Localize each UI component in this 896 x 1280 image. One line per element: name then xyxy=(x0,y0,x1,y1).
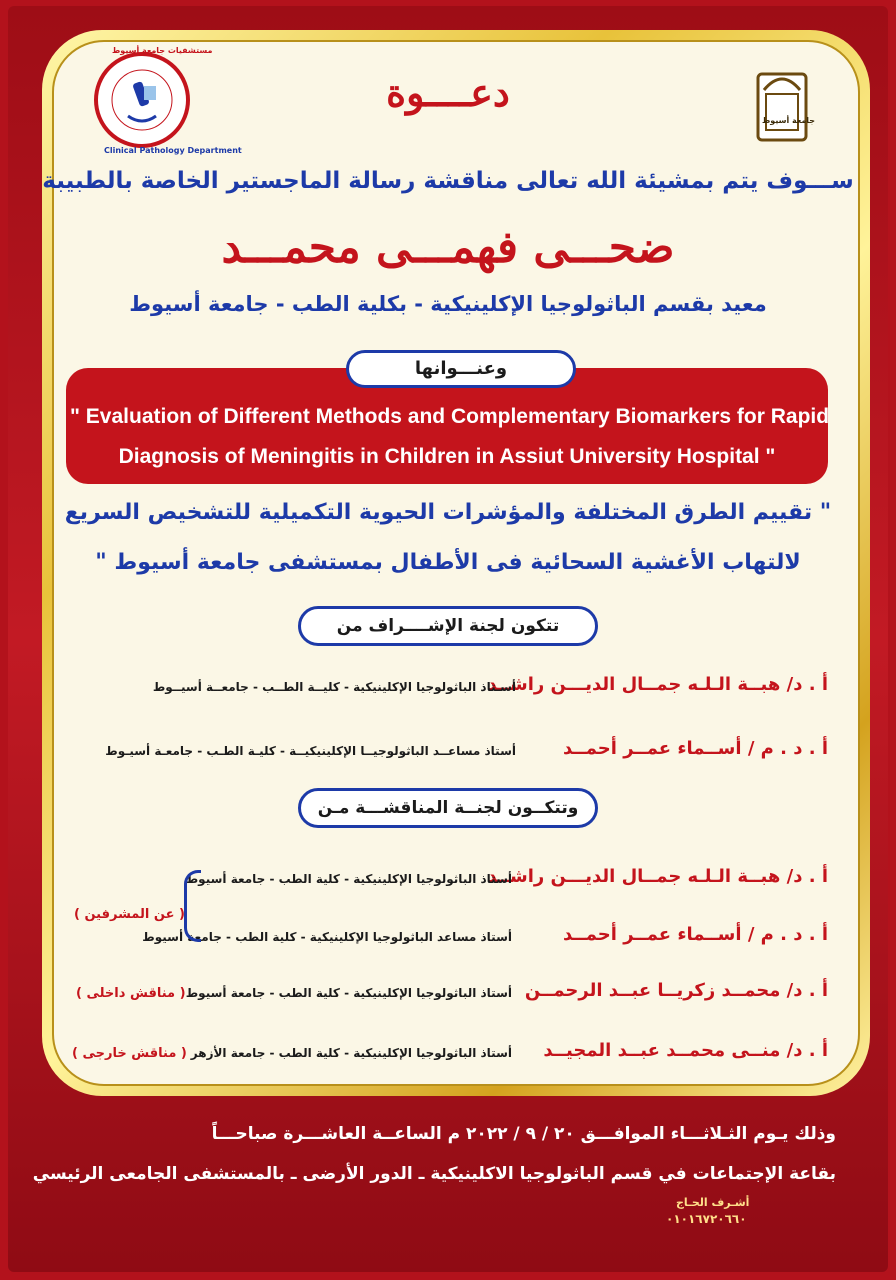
thesis-english-line1: " Evaluation of Different Methods and Complementary Biomarkers for Rapid xyxy=(70,405,830,428)
examiner-title: أستاذ الباثولوجيا الإكلينيكية - كلية الطب - جامعة الأزهر xyxy=(190,1046,512,1060)
hospital-logo-text: مستشفيات جامعة أسيوط xyxy=(112,46,213,55)
examiner-name: أ . د/ منــى محمــد عبــد المجيــد xyxy=(543,1040,828,1061)
thesis-arabic-line2: لالتهاب الأغشية السحائية فى الأطفال بمستشفى جامعة أسيوط " xyxy=(95,550,801,575)
examiner-role: ( مناقش داخلى ) xyxy=(76,986,186,1001)
venue-text: بقاعة الإجتماعات في قسم الباثولوجيا الاكلينيكية ـ الدور الأرضى ـ بالمستشفى الجامعى الرئيسي xyxy=(32,1164,836,1184)
examiner-role: ( مناقش خارجى ) xyxy=(72,1046,187,1061)
university-logo-text: جامعة أسيوط xyxy=(762,116,816,125)
supervisors-brace xyxy=(184,870,201,942)
supervisor-name: أ . د . م / أســماء عمــر أحمــد xyxy=(563,738,828,759)
supervisor-name: أ . د/ هبــة الـلـه جمــال الديـــن راشــد xyxy=(487,674,828,695)
examiner-title: أستاذ الباثولوجيا الإكلينيكية - كلية الطب - جامعة أسيوط xyxy=(185,986,512,1000)
hospital-logo-subtext: Clinical Pathology Department xyxy=(104,146,242,155)
supervisor-title: أستاذ مساعــد الباثولوجيــا الإكلينيكيــة - كليـة الطـب - جامعـة أسيـوط xyxy=(105,744,516,758)
supervision-committee-label: تتكون لجنة الإشــــراف من xyxy=(298,606,598,646)
date-time-text: وذلك يـوم الثـلاثـــاء الموافـــق ٢٠ / ٩ / ٢٠٢٢ م الساعــة العاشـــرة صباحـــاً xyxy=(211,1124,836,1144)
candidate-name: ضحـــى فهمـــى محمـــد xyxy=(221,222,675,273)
examiner-name: أ . د/ هبــة الـلـه جمــال الديـــن راشــد xyxy=(487,866,828,887)
thesis-arabic-line1: " تقييم الطرق المختلفة والمؤشرات الحيوية التكميلية للتشخيص السريع xyxy=(64,500,832,525)
examiner-name: أ . د/ محمــد زكريــا عبــد الرحمــن xyxy=(524,980,828,1001)
intro-text: ســـوف يتم بمشيئة الله تعالى مناقشة رسالة الماجستير الخاصة بالطبيبة xyxy=(42,168,854,194)
examiner-title: أستاذ الباثولوجيا الإكلينيكية - كلية الطب - جامعة أسيوط xyxy=(185,872,512,886)
designer-name: أشـرف الحـاج xyxy=(676,1196,750,1209)
candidate-position: معيد بقسم الباثولوجيا الإكلينيكية - بكلية الطب - جامعة أسيوط xyxy=(129,292,767,316)
designer-phone: ٠١٠١٦٧٢٠٦٦٠ xyxy=(666,1212,747,1226)
invitation-title: دعــــوة xyxy=(386,70,510,115)
supervisor-title: أسـتاذ الباثولوجيا الإكلينيكية - كليــة الطــب - جامعــة أسيــوط xyxy=(152,680,516,694)
supervisors-role: ( عن المشرفين ) xyxy=(74,907,185,922)
thesis-label: وعنـــوانها xyxy=(346,350,576,388)
examiner-name: أ . د . م / أســماء عمــر أحمــد xyxy=(563,924,828,945)
discussion-committee-label: وتتكــون لجنــة المناقشـــة مـن xyxy=(298,788,598,828)
examiner-title: أستاذ مساعد الباثولوجيا الإكلينيكية - كلية الطب - جامعة أسيوط xyxy=(142,930,512,944)
thesis-english-line2: Diagnosis of Meningitis in Children in Assiut University Hospital " xyxy=(118,445,776,468)
